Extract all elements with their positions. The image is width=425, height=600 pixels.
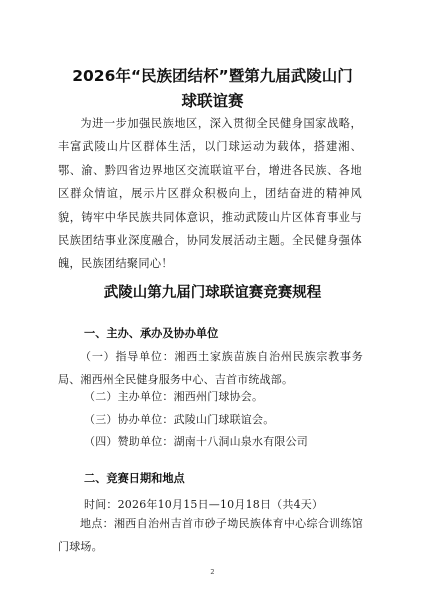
- document-title-line-1: 2026年“民族团结杯”暨第九届武陵山门: [72, 67, 353, 85]
- organizer-co-host-unit: （三）协办单位：武陵山门球联谊会。: [84, 413, 275, 426]
- document-title-line-2: 球联谊赛: [181, 92, 244, 110]
- rules-title: 武陵山第九届门球联谊赛竞赛规程: [103, 285, 322, 301]
- competition-place: 地点：湘西自治州吉首市砂子坳民族体育中心综合训练馆门球场。: [58, 517, 363, 553]
- page-number: 2: [210, 568, 215, 576]
- competition-time: 时间：2026年10月15日—10月18日（共4天）: [84, 498, 324, 511]
- organizer-host-unit: （二）主办单位：湘西州门球协会。: [84, 390, 264, 403]
- organizer-sponsor-unit: （四）赞助单位：湖南十八洞山泉水有限公司: [84, 435, 308, 448]
- intro-paragraph: 为进一步加强民族地区，深入贯彻全民健身国家战略，丰富武陵山片区群体生活，以门球运动为载体，搭建湘、鄂、渝、黔四省边界地区交流联谊平台，增进各民族、各地区群众情谊，展示片区群众积极向上，团结奋进的精神风貌，铸牢中华民族共同体意识，推动武陵山片区体育事业与民族团结事业深度融合，协同发展活动主题。全民健身强体魄，民族团结聚同心！: [58, 117, 362, 271]
- organizer-guiding-units: （一）指导单位：湘西土家族苗族自治州民族宗教事务局、湘西州全民健身服务中心、吉首市统战部。: [58, 350, 363, 386]
- section-heading-organizers: 一、主办、承办及协办单位: [84, 327, 219, 340]
- section-heading-dates: 二、竞赛日期和地点: [84, 472, 185, 485]
